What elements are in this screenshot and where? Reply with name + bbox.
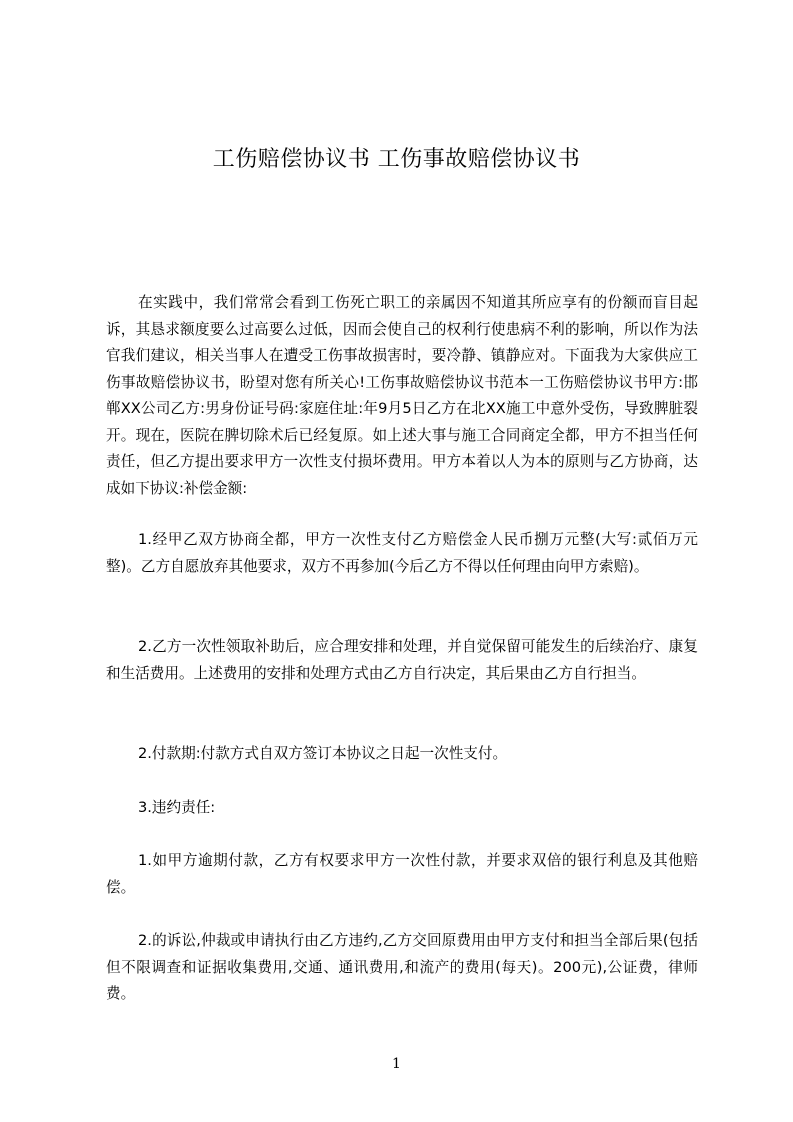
- document-title: 工伤赔偿协议书 工伤事故赔偿协议书: [212, 147, 581, 172]
- paragraph-clause-compensation: 1.经甲乙双方协商全都，甲方一次性支付乙方赔偿金人民币捌万元整(大写:贰佰万元整)。乙方自愿放弃其他要求，双方不再参加(今后乙方不得以任何理由向甲方索赔)。: [106, 531, 698, 575]
- paragraph-breach-litigation: 2.的诉讼,仲裁或申请执行由乙方违约,乙方交回原费用由甲方支付和担当全部后果(包括但不限调查和证据收集费用,交通、通讯费用,和流产的费用(每天)。200元),公证费，律师费。: [106, 932, 698, 1002]
- paragraph-payment-period: 2.付款期:付款方式自双方签订本协议之日起一次性支付。: [138, 745, 508, 762]
- page-number: 1: [392, 1056, 401, 1072]
- paragraph-clause-subsidy: 2.乙方一次性领取补助后，应合理安排和处理，并自觉保留可能发生的后续治疗、康复和生活费用。上述费用的安排和处理方式由乙方自行决定，其后果由乙方自行担当。: [106, 638, 698, 682]
- paragraph-intro: 在实践中，我们常常会看到工伤死亡职工的亲属因不知道其所应享有的份额而盲目起诉，其恳求额度要么过高要么过低，因而会使自己的权利行使患病不利的影响，所以作为法官我们建议，相关当事人在遭受工伤事故损害时，要冷静、镇静应对。下面我为大家供应工伤事故赔偿协议书，盼望对您有所关心!工伤事故赔偿协议书范本一工伤赔偿协议书甲方:邯郸XX公司乙方:男身份证号码:家庭住址:年9月5日乙方在北XX施工中意外受伤，导致脾脏裂开。现在，医院在脾切除术后已经复原。如上述大事与施工合同商定全都，甲方不担当任何责任，但乙方提出要求甲方一次性支付损坏费用。甲方本着以人为本的原则与乙方协商，达成如下协议:补偿金额:: [106, 294, 698, 497]
- paragraph-breach-overdue: 1.如甲方逾期付款，乙方有权要求甲方一次性付款，并要求双倍的银行利息及其他赔偿。: [106, 852, 698, 896]
- paragraph-breach-heading: 3.违约责任:: [138, 799, 216, 816]
